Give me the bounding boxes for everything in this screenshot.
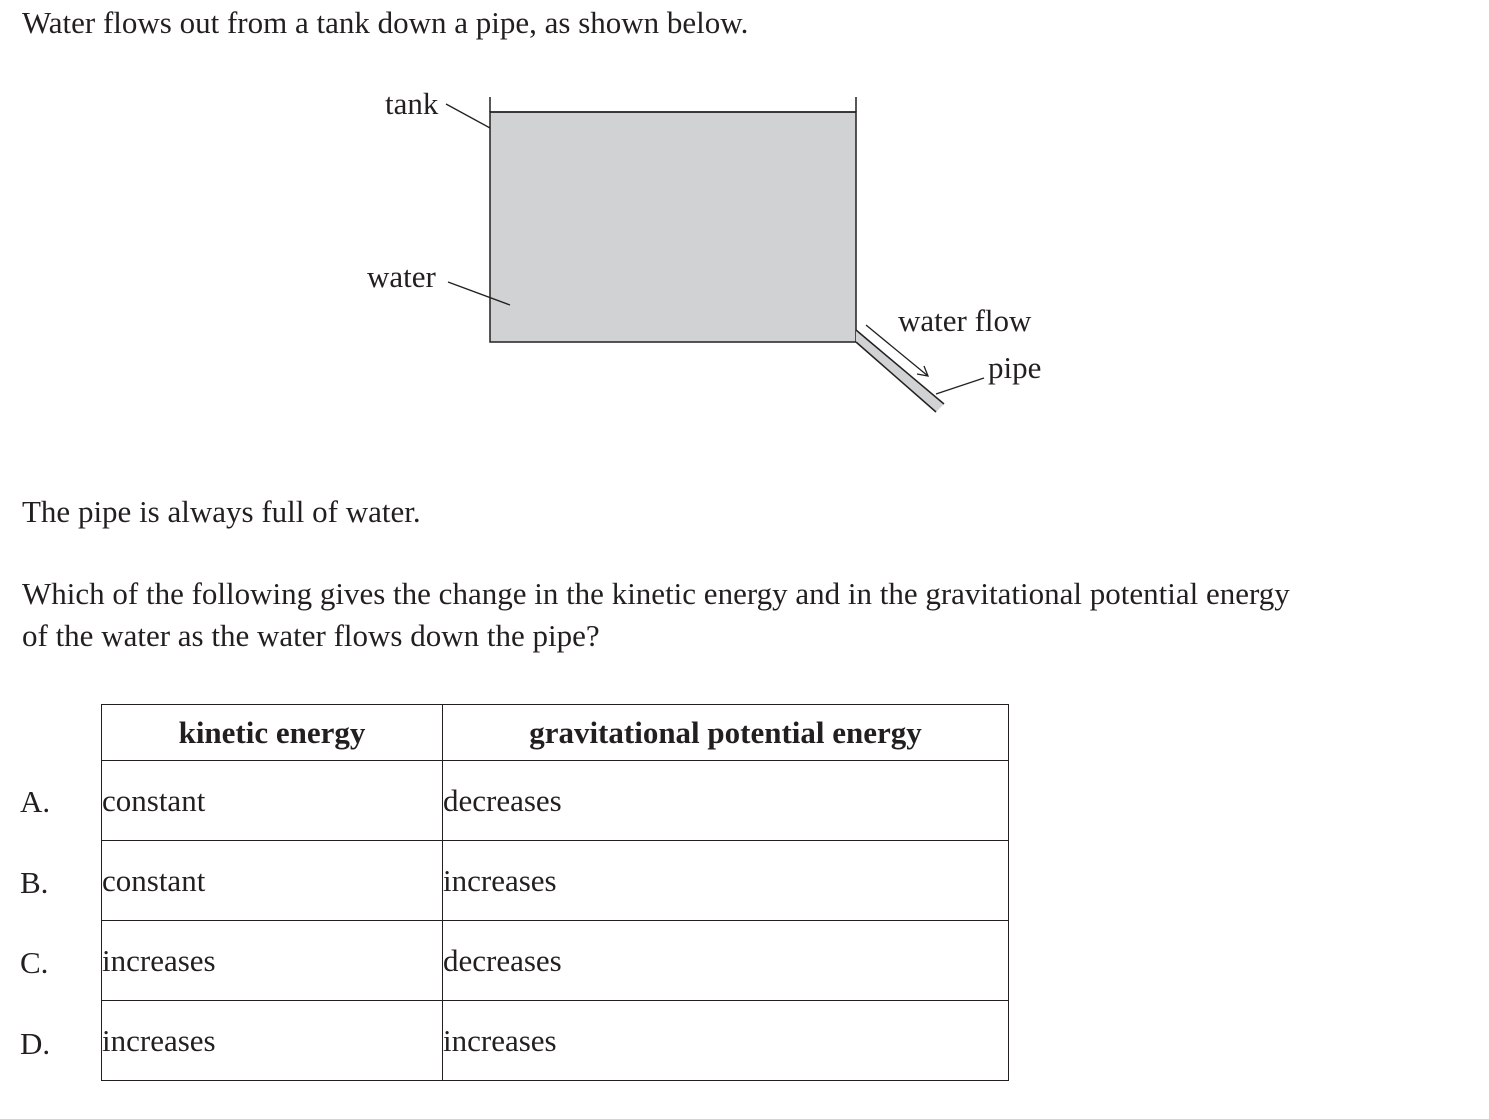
- cell-gravitational: decreases: [443, 921, 1009, 1001]
- cell-kinetic: constant: [102, 761, 443, 841]
- question-prompt-line1: Which of the following gives the change in the kinetic energy and in the gravitational potential energy: [22, 576, 1290, 611]
- pipe-upper-wall: [856, 330, 944, 404]
- cell-gravitational: increases: [443, 841, 1009, 921]
- question-statement: The pipe is always full of water.: [22, 494, 421, 529]
- question-intro: Water flows out from a tank down a pipe, as shown below.: [22, 5, 749, 40]
- pipe-leader-line: [936, 378, 984, 394]
- table-header-row: [102, 705, 1009, 761]
- option-a-label: A.: [20, 784, 51, 819]
- answer-table: [101, 704, 1009, 1081]
- table-row: [102, 841, 1009, 921]
- option-d-label: D.: [20, 1026, 51, 1061]
- option-c-label: C.: [20, 945, 49, 980]
- tank-pipe-diagram: [0, 0, 1489, 460]
- option-b-label: B.: [20, 865, 49, 900]
- pipe-lower-wall: [856, 342, 936, 412]
- pipe-label: pipe: [988, 350, 1042, 385]
- header-gravitational-potential-energy: gravitational potential energy: [443, 705, 1009, 761]
- water-body: [490, 112, 856, 342]
- tank-leader-line: [446, 104, 490, 128]
- table-row: [102, 1001, 1009, 1081]
- cell-kinetic: increases: [102, 1001, 443, 1081]
- table-row: [102, 761, 1009, 841]
- cell-kinetic: constant: [102, 841, 443, 921]
- question-prompt-line2: of the water as the water flows down the pipe?: [22, 618, 600, 653]
- water-flow-label: water flow: [898, 303, 1032, 338]
- pipe: [856, 330, 944, 412]
- cell-gravitational: increases: [443, 1001, 1009, 1081]
- table-row: [102, 921, 1009, 1001]
- water-label: water: [367, 259, 436, 294]
- header-kinetic-energy: kinetic energy: [102, 705, 443, 761]
- cell-gravitational: decreases: [443, 761, 1009, 841]
- cell-kinetic: increases: [102, 921, 443, 1001]
- tank-label: tank: [385, 86, 439, 121]
